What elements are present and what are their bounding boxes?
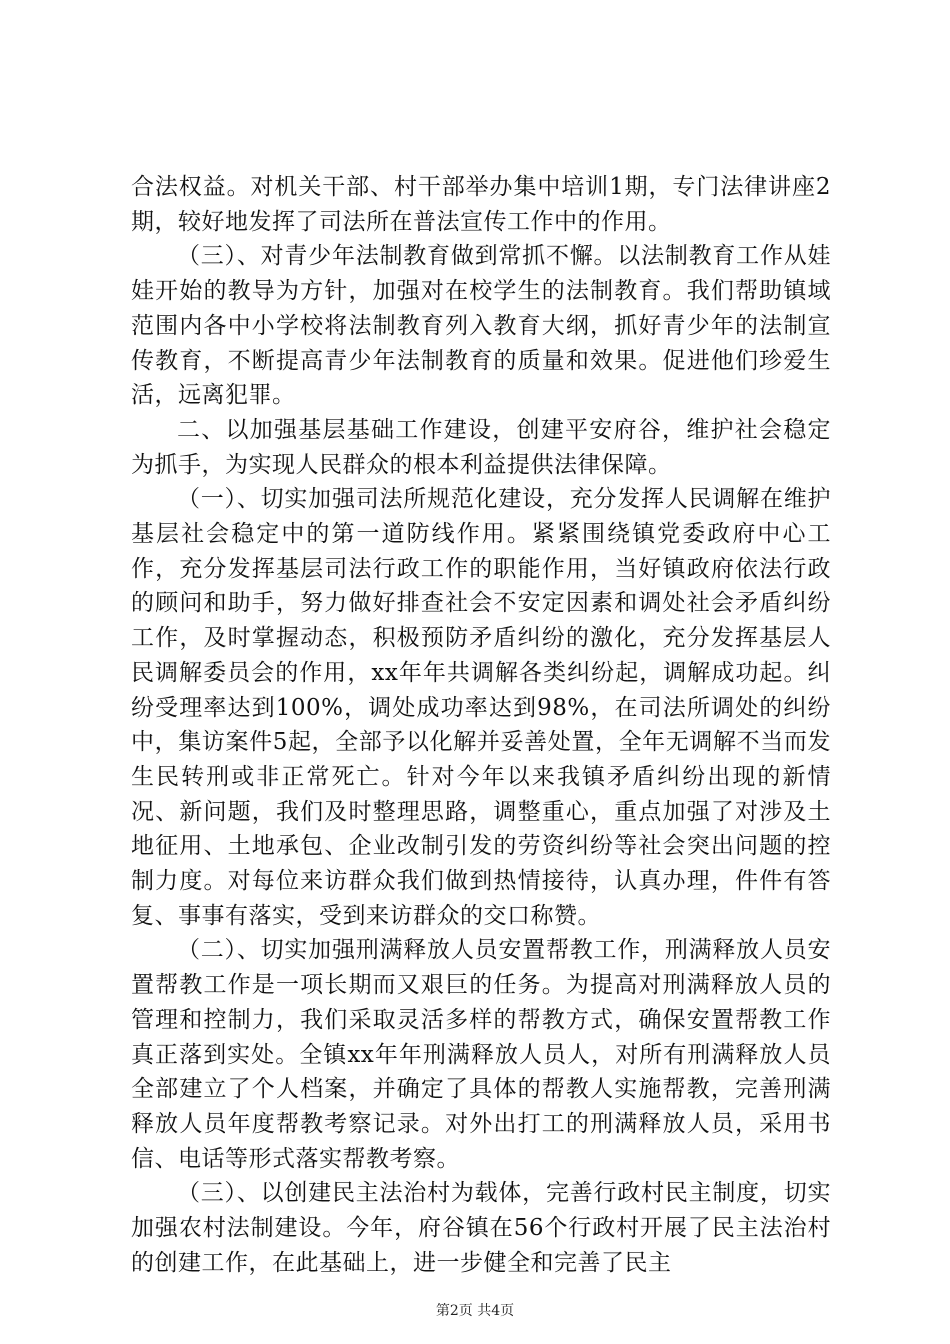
paragraph-6: （三）、以创建民主法治村为载体，完善行政村民主制度，切实加强农村法制建设。今年，府谷镇在56个行政村开展了民主法治村的创建工作，在此基础上，进一步健全和完善了民主 xyxy=(131,1180,831,1276)
paragraph-5: （二）、切实加强刑满释放人员安置帮教工作，刑满释放人员安置帮教工作是一项长期而又艰巨的任务。为提高对刑满释放人员的管理和控制力，我们采取灵活多样的帮教方式，确保安置帮教工作真正落到实处。全镇xx年年刑满释放人员人，对所有刑满释放人员全部建立了个人档案，并确定了具体的帮教人实施帮教，完善刑满释放人员年度帮教考察记录。对外出打工的刑满释放人员，采用书信、电话等形式落实帮教考察。 xyxy=(131,937,831,1172)
page-footer: 第2页 共4页 xyxy=(435,1303,515,1319)
paragraph-4: （一）、切实加强司法所规范化建设，充分发挥人民调解在维护基层社会稳定中的第一道防线作用。紧紧围绕镇党委政府中心工作，充分发挥基层司法行政工作的职能作用，当好镇政府依法行政的顾问和助手，努力做好排查社会不安定因素和调处社会矛盾纠纷工作，及时掌握动态，积极预防矛盾纠纷的激化，充分发挥基层人民调解委员会的作用，xx年年共调解各类纠纷起，调解成功起。纠纷受理率达到100%，调处成功率达到98%，在司法所调处的纠纷中，集访案件5起，全部予以化解并妥善处置，全年无调解不当而发生民转刑或非正常死亡。针对今年以来我镇矛盾纠纷出现的新情况、新问题，我们及时整理思路，调整重心，重点加强了对涉及土地征用、土地承包、企业改制引发的劳资纠纷等社会突出问题的控制力度。对每位来访群众我们做到热情接待，认真办理，件件有答复、事事有落实，受到来访群众的交口称赞。 xyxy=(131,486,831,929)
paragraph-1: 合法权益。对机关干部、村干部举办集中培训1期，专门法律讲座2期，较好地发挥了司法所在普法宣传工作中的作用。 xyxy=(131,174,831,235)
paragraph-2: （三）、对青少年法制教育做到常抓不懈。以法制教育工作从娃娃开始的教导为方针，加强对在校学生的法制教育。我们帮助镇域范围内各中小学校将法制教育列入教育大纲，抓好青少年的法制宣传教育，不断提高青少年法制教育的质量和效果。促进他们珍爱生活，远离犯罪。 xyxy=(131,243,831,409)
paragraph-3: 二、以加强基层基础工作建设，创建平安府谷，维护社会稳定为抓手，为实现人民群众的根本利益提供法律保障。 xyxy=(131,416,831,478)
document-body xyxy=(131,170,831,1281)
